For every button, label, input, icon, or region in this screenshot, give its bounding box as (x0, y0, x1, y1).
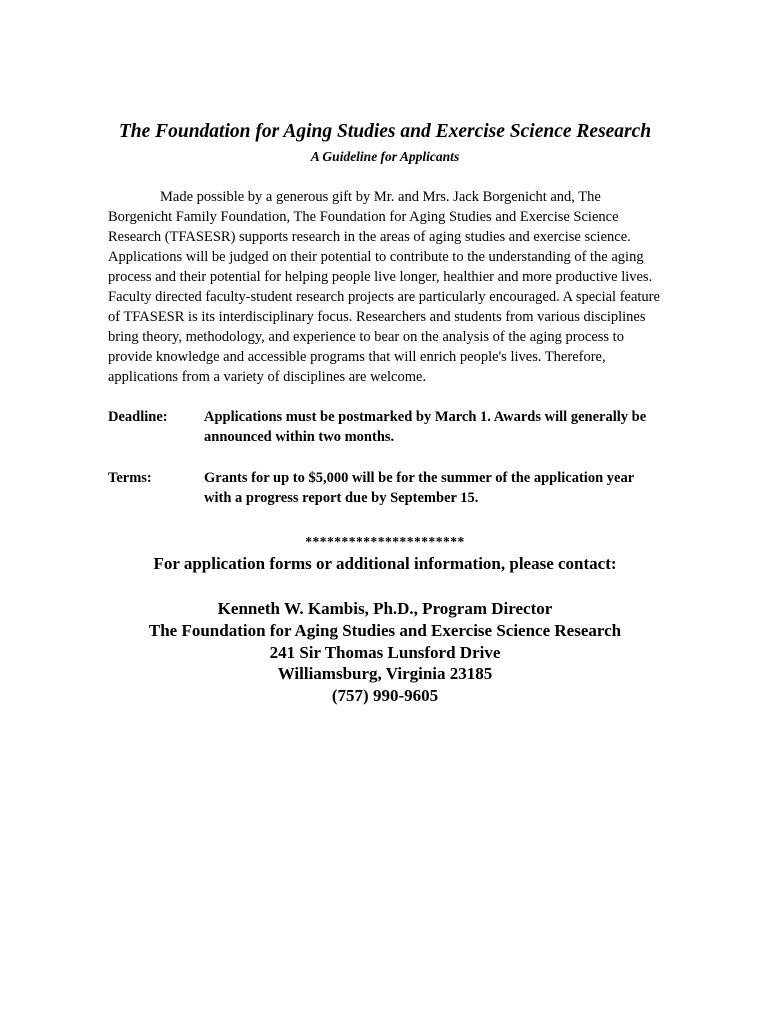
contact-phone: (757) 990-9605 (331, 686, 439, 706)
separator-asterisks: ********************** (305, 534, 465, 550)
terms-label: Terms: (108, 469, 152, 486)
deadline-value: Applications must be postmarked by March 1. Awards will generally be announced within two months. (204, 408, 647, 446)
deadline-block (108, 407, 662, 448)
terms-value: Grants for up to $5,000 will be for the summer of the application year with a progress report due by September 15. (204, 469, 634, 506)
contact-name: Kenneth W. Kambis, Ph.D., Program Director (217, 599, 553, 619)
contact-block (108, 598, 662, 707)
page-subtitle: A Guideline for Applicants (310, 148, 460, 164)
deadline-label: Deadline: (108, 408, 168, 425)
contact-city-state-zip: Williamsburg, Virginia 23185 (277, 664, 493, 684)
contact-lead-text: For application forms or additional information, please contact: (153, 554, 617, 574)
contact-street: 241 Sir Thomas Lunsford Drive (269, 642, 501, 662)
terms-block (108, 468, 662, 509)
page-title: The Foundation for Aging Studies and Exercise Science Research (118, 121, 652, 142)
contact-organization: The Foundation for Aging Studies and Exercise Science Research (148, 620, 622, 640)
intro-paragraph: Made possible by a generous gift by Mr. and Mrs. Jack Borgenicht and, The Borgenicht Family Foundation, The Foundation for Aging Studies and Exercise Science Research (TFASESR) supports research in the areas of aging studies and exercise science. Applications will be judged on their potential to contribute to the understanding of the aging process and their potential for helping people live longer, healthier and more productive lives. Faculty directed faculty-student research projects are particularly encouraged. A special feature of TFASESR is its interdisciplinary focus. Researchers and students from various disciplines bring theory, methodology, and experience to bear on the analysis of the aging process to provide knowledge and accessible programs that will enrich people's lives. Therefore, applications from a variety of disciplines are welcome. (108, 188, 660, 385)
